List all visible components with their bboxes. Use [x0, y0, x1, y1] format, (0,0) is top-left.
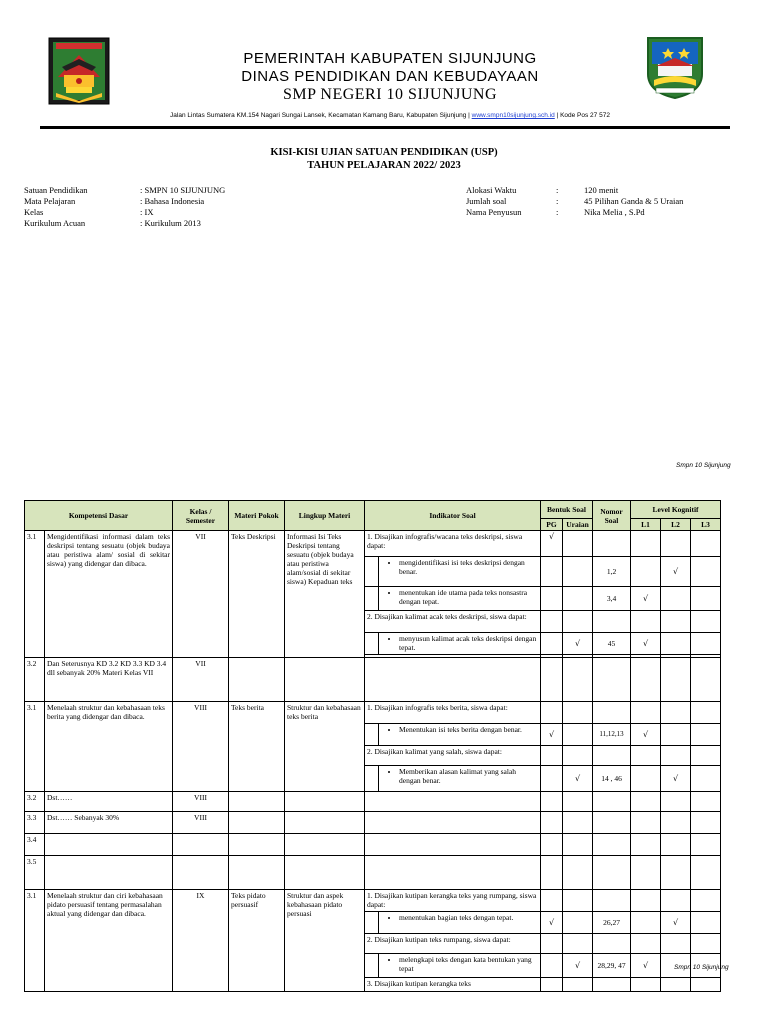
indikator-subitem — [379, 724, 541, 746]
uraian-check: √ — [563, 954, 593, 978]
page-footer: Smpn 10 Sijunjung — [674, 964, 729, 971]
kd-text: Menelaah struktur dan ciri kebahasaan pidato persuasif tentang permasalahan aktual yang didengar dan dibaca. — [45, 890, 173, 992]
meta-value: 45 Pilihan Ganda & 5 Uraian — [584, 196, 684, 206]
meta-left-values — [140, 185, 340, 229]
meta-label: Mata Pelajaran — [24, 196, 76, 206]
l2-check: √ — [661, 766, 691, 792]
kelas-cell: VIII — [173, 702, 229, 792]
l1-check: √ — [631, 633, 661, 655]
indikator-subitem — [379, 587, 541, 611]
kelas-cell: IX — [173, 890, 229, 992]
address-prefix: Jalan Lintas Sumatera KM.154 Nagari Sungai Lansek, Kecamatan Kamang Baru, Kabupaten Sijunjung | — [170, 112, 472, 119]
nomor-soal: 26,27 — [593, 912, 631, 934]
meta-value: : Bahasa Indonesia — [140, 196, 205, 206]
header-pg: PG — [541, 519, 563, 531]
kelas-cell: VII — [173, 658, 229, 702]
indikator-bullet: • menentukan bagian teks dengan tepat. — [399, 913, 538, 922]
school-logo — [644, 34, 706, 100]
website-link[interactable]: www.smpn10sijunjung.sch.id — [471, 112, 555, 119]
nomor-soal: 11,12,13 — [593, 724, 631, 746]
table-row — [25, 890, 721, 912]
meta-separator: : — [556, 185, 559, 195]
l1-check: √ — [631, 954, 661, 978]
nomor-soal: 1,2 — [593, 557, 631, 587]
kd-number: 3.1 — [25, 890, 45, 992]
header-kelas: Kelas / Semester — [173, 501, 229, 531]
kd-text: Dst…… — [45, 792, 173, 812]
kelas-cell: VIII — [173, 812, 229, 834]
indikator-cell: 3. Disajikan kutipan kerangka teks — [365, 978, 541, 992]
meta-separator: : — [556, 196, 559, 206]
nomor-soal: 14 , 46 — [593, 766, 631, 792]
indikator-cell: 1. Disajikan infografis/wacana teks deskripsi, siswa dapat: — [365, 531, 541, 557]
department-name: DINAS PENDIDIKAN DAN KEBUDAYAAN — [241, 68, 539, 85]
indikator-bullet: • menyusun kalimat acak teks deskripsi dengan tepat. — [399, 634, 538, 652]
meta-label: Jumlah soal — [466, 196, 507, 206]
kd-number: 3.5 — [25, 856, 45, 890]
meta-label: Nama Penyusun — [466, 207, 522, 217]
header-uraian: Uraian — [563, 519, 593, 531]
lingkup-cell: Struktur dan kebahasaan teks berita — [285, 702, 365, 792]
l1-check: √ — [631, 724, 661, 746]
l1-check: √ — [631, 587, 661, 611]
address-suffix: | Kode Pos 27 572 — [554, 112, 610, 119]
kd-number: 3.1 — [25, 702, 45, 792]
table-row — [25, 792, 721, 812]
indikator-cell: 1. Disajikan kutipan kerangka teks yang rumpang, siswa dapat: — [365, 890, 541, 912]
meta-label: Kurikulum Acuan — [24, 218, 86, 228]
regency-logo — [48, 37, 110, 105]
indikator-cell: 2. Disajikan kalimat yang salah, siswa dapat: — [365, 746, 541, 766]
kd-number: 3.3 — [25, 812, 45, 834]
header-level-kognitif: Level Kognitif — [631, 501, 721, 519]
indikator-bullet: • melengkapi teks dengan kata bentukan yang tepat — [399, 955, 538, 973]
document-subtitle: TAHUN PELAJARAN 2022/ 2023 — [307, 160, 461, 171]
nomor-soal: 45 — [593, 633, 631, 655]
header-bentuk-soal: Bentuk Soal — [541, 501, 593, 519]
page-footer: Smpn 10 Sijunjung — [676, 462, 731, 469]
header-l3: L3 — [691, 519, 721, 531]
indikator-subitem — [379, 557, 541, 587]
indikator-bullet: • menentukan ide utama pada teks nonsastra dengan tepat. — [399, 588, 538, 606]
indikator-cell: 2. Disajikan kalimat acak teks deskripsi, siswa dapat: — [365, 611, 541, 633]
table-row — [25, 812, 721, 834]
meta-value: : Kurikulum 2013 — [140, 218, 201, 228]
meta-label: Alokasi Waktu — [466, 185, 517, 195]
meta-left-labels — [24, 185, 136, 229]
table-row — [25, 856, 721, 890]
kd-text: Dan Seterusnya KD 3.2 KD 3.3 KD 3.4 dll sebanyak 20% Materi Kelas VII — [45, 658, 173, 702]
l2-check: √ — [661, 912, 691, 934]
indikator-bullet: • Menentukan isi teks berita dengan benar. — [399, 725, 538, 734]
table-row — [25, 531, 721, 557]
materi-cell: Teks pidato persuasif — [229, 890, 285, 992]
header-materi: Materi Pokok — [229, 501, 285, 531]
government-name: PEMERINTAH KABUPATEN SIJUNJUNG — [243, 50, 537, 67]
meta-value: 120 menit — [584, 185, 619, 195]
header-indikator: Indikator Soal — [365, 501, 541, 531]
indikator-subitem — [379, 912, 541, 934]
meta-separator: : — [556, 207, 559, 217]
header-l2: L2 — [661, 519, 691, 531]
uraian-check: √ — [563, 766, 593, 792]
school-name: SMP NEGERI 10 SIJUNJUNG — [282, 86, 498, 103]
meta-value: Nika Melia , S.Pd — [584, 207, 645, 217]
header-lingkup: Lingkup Materi — [285, 501, 365, 531]
header-divider — [40, 126, 730, 129]
meta-right-labels — [466, 185, 556, 218]
pg-check: √ — [541, 531, 563, 557]
indikator-bullet: • mengidentifikasi isi teks deskripsi dengan benar. — [399, 558, 538, 576]
meta-right-values — [584, 185, 744, 218]
nomor-soal: 3,4 — [593, 587, 631, 611]
uraian-check: √ — [563, 633, 593, 655]
document-title: KISI-KISI UJIAN SATUAN PENDIDIKAN (USP) — [270, 147, 498, 158]
lingkup-cell: Struktur dan aspek kebahasaan pidato persuasi — [285, 890, 365, 992]
kd-text: Menelaah struktur dan kebahasaan teks berita yang didengar dan dibaca. — [45, 702, 173, 792]
meta-label: Satuan Pendidikan — [24, 185, 88, 195]
kd-number: 3.4 — [25, 834, 45, 856]
indikator-subitem — [379, 766, 541, 792]
indikator-subitem — [379, 954, 541, 978]
indikator-bullet: • Memberikan alasan kalimat yang salah dengan benar. — [399, 767, 538, 785]
meta-value: : SMPN 10 SIJUNJUNG — [140, 185, 226, 195]
header-l1: L1 — [631, 519, 661, 531]
pg-check: √ — [541, 724, 563, 746]
kd-number: 3.2 — [25, 658, 45, 702]
header-kompetensi-dasar: Kompetensi Dasar — [25, 501, 173, 531]
kelas-cell: VIII — [173, 792, 229, 812]
pg-check: √ — [541, 912, 563, 934]
header-nomor-soal: Nomor Soal — [593, 501, 631, 531]
kd-text: Mengidentifikasi informasi dalam teks deskripsi tentang sesuatu (objek budaya atau peristiwa alam/ sosial di sekitar siswa) yang didengar dan dibaca. — [45, 531, 173, 658]
kisi-kisi-table — [24, 500, 721, 992]
materi-cell: Teks Deskripsi — [229, 531, 285, 658]
nomor-soal: 28,29, 47 — [593, 954, 631, 978]
table-row — [25, 658, 721, 702]
indikator-cell: 1. Disajikan infografis teks berita, siswa dapat: — [365, 702, 541, 724]
indikator-subitem — [379, 633, 541, 655]
school-address — [90, 112, 690, 119]
l2-check: √ — [661, 557, 691, 587]
indikator-cell: 2. Disajikan kutipan teks rumpang, siswa dapat: — [365, 934, 541, 954]
kelas-cell: VII — [173, 531, 229, 658]
kd-number: 3.1 — [25, 531, 45, 658]
meta-right-separators — [556, 185, 568, 218]
materi-cell: Teks berita — [229, 702, 285, 792]
lingkup-cell: Informasi Isi Teks Deskripsi tentang sesuatu (objek budaya atau peristiwa alam/sosial di sekitar siswa) Kepaduan teks — [285, 531, 365, 658]
table-row — [25, 702, 721, 724]
meta-value: : IX — [140, 207, 154, 217]
table-row — [25, 834, 721, 856]
kd-text: Dst…… Sebanyak 30% — [45, 812, 173, 834]
meta-label: Kelas — [24, 207, 44, 217]
kd-number: 3.2 — [25, 792, 45, 812]
